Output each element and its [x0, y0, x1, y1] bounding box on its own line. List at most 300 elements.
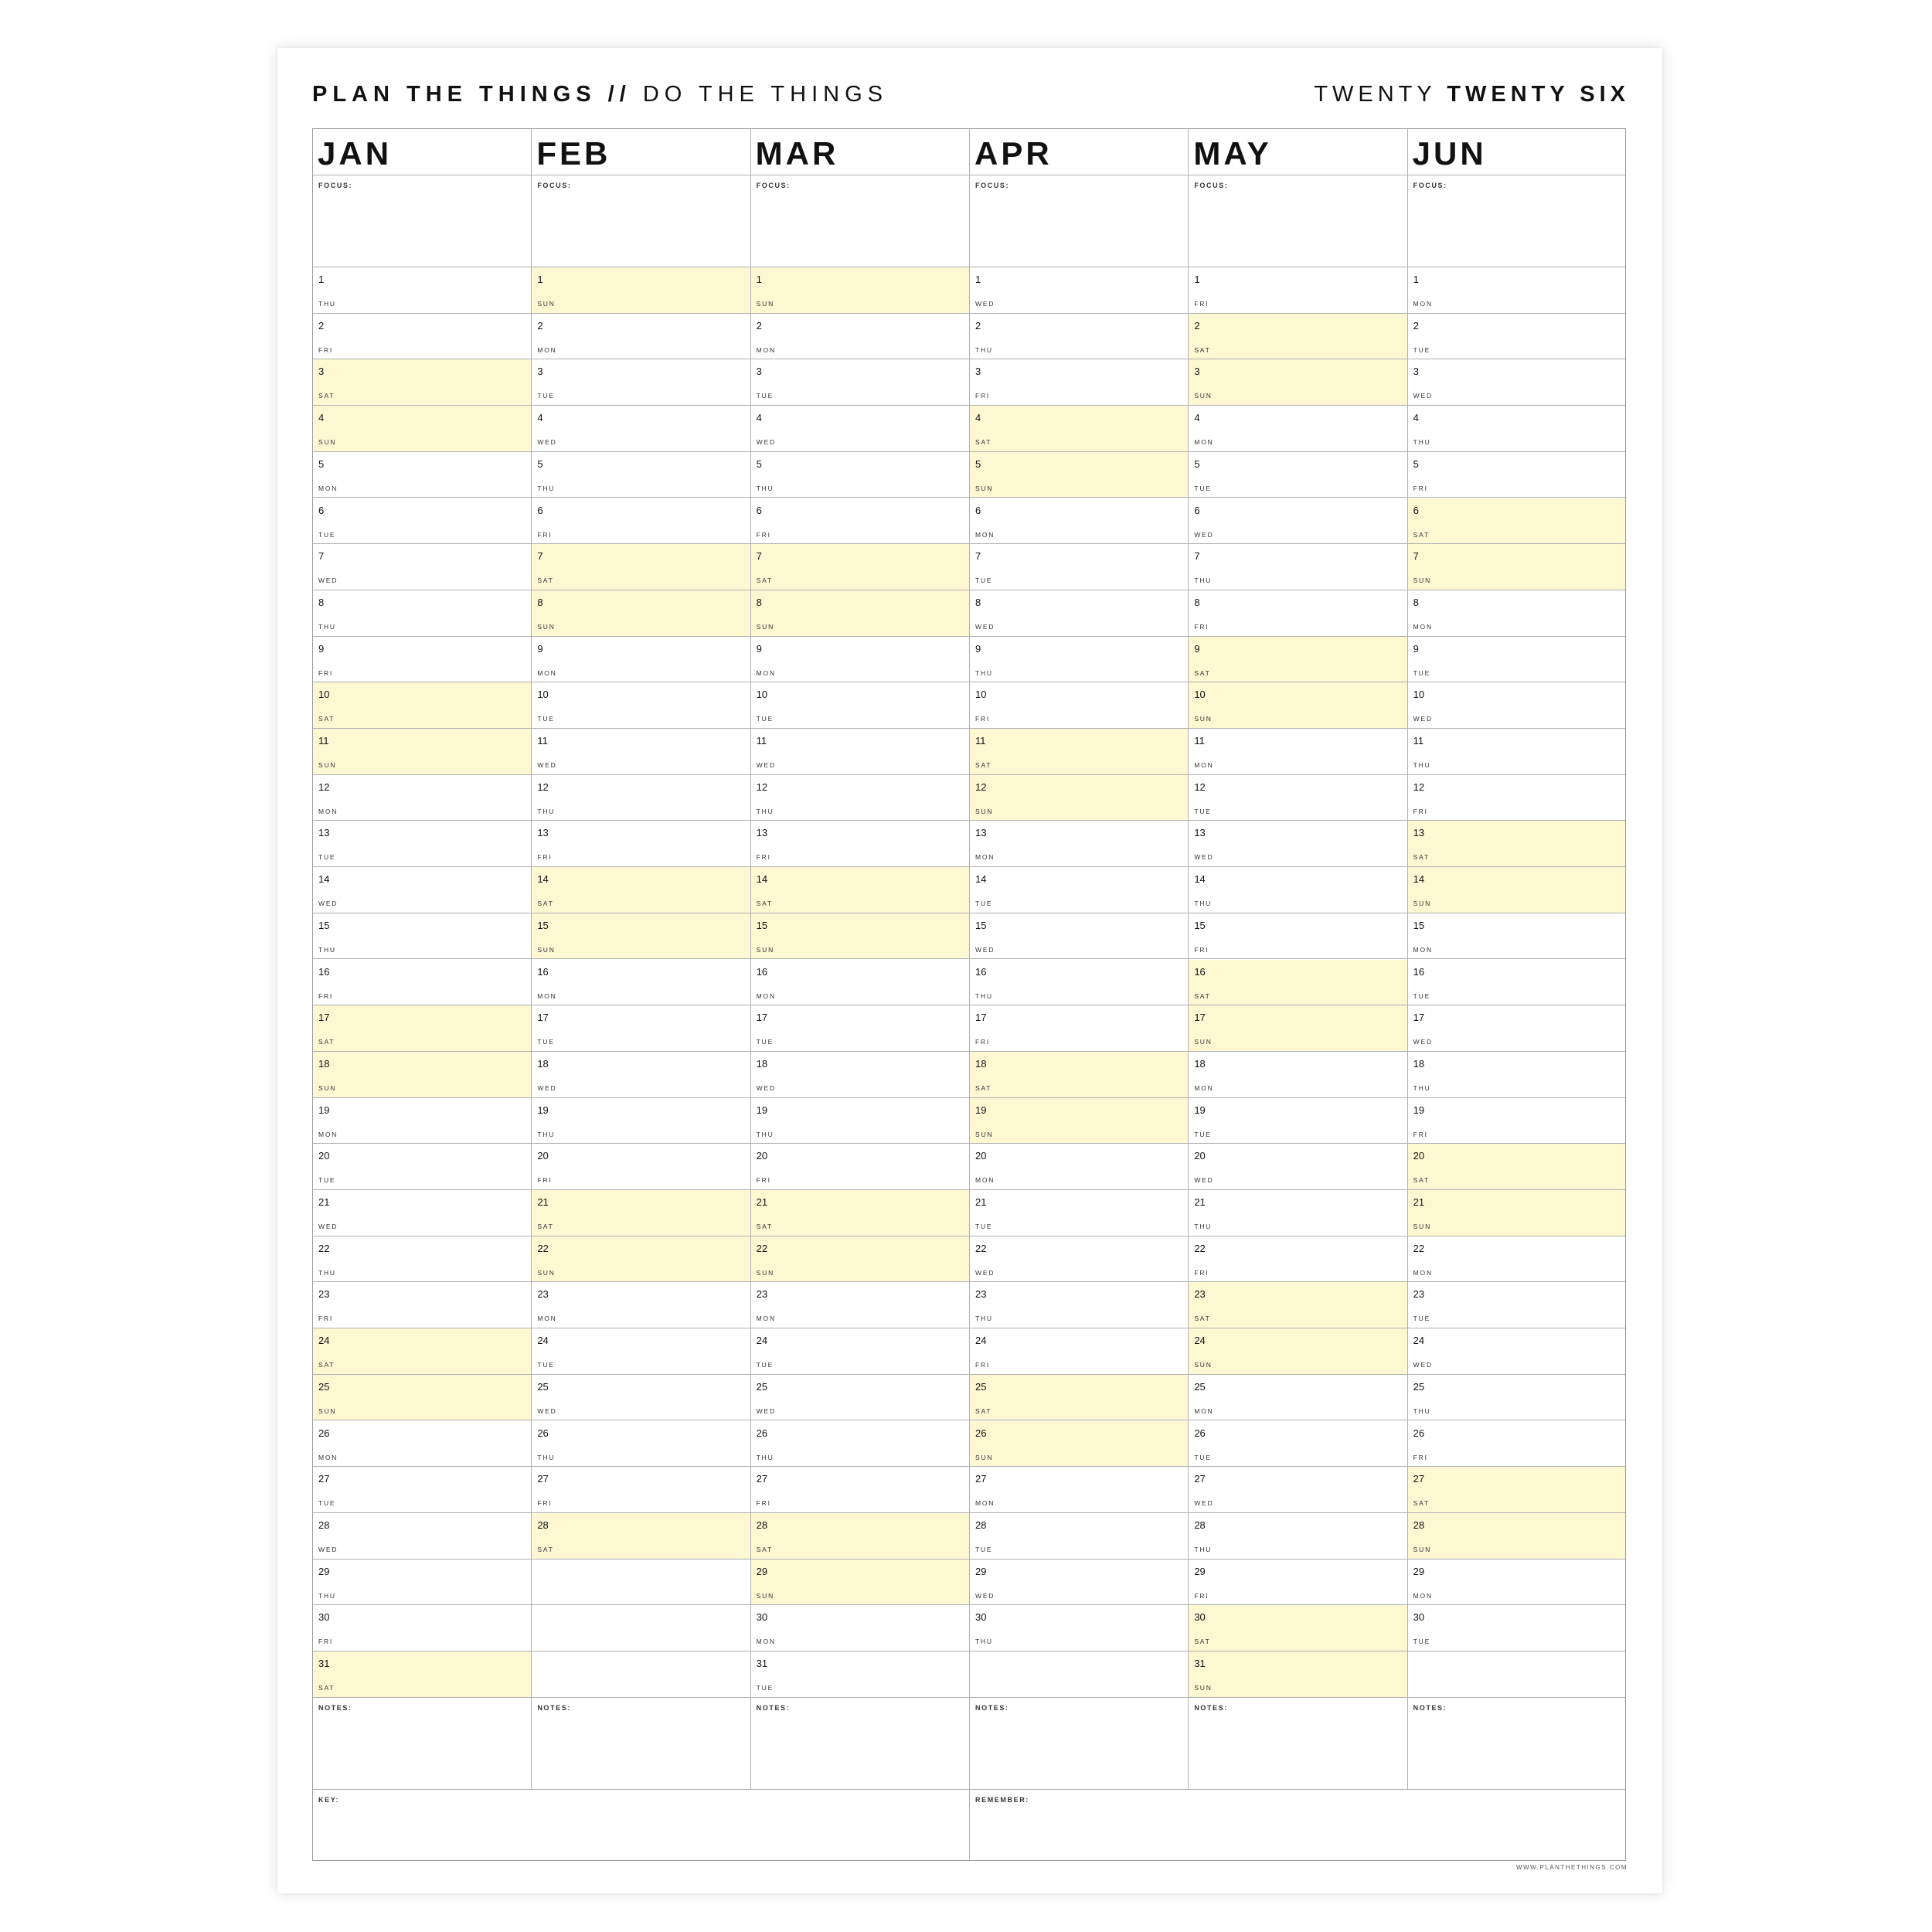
day-cell[interactable] [1408, 1328, 1626, 1375]
day-number: 12 [756, 781, 768, 793]
day-of-week: TUE [975, 1223, 993, 1230]
day-cell[interactable] [751, 1005, 969, 1052]
day-of-week: THU [975, 992, 993, 1000]
day-of-week: TUE [975, 900, 993, 908]
day-cell[interactable] [751, 1236, 969, 1283]
day-cell[interactable] [313, 637, 531, 683]
day-cell[interactable] [313, 1467, 531, 1513]
day-cell[interactable] [1189, 1005, 1406, 1052]
day-cell[interactable] [532, 821, 750, 867]
day-number: 15 [1413, 919, 1425, 931]
day-of-week: WED [1194, 1176, 1214, 1185]
day-number: 10 [1194, 689, 1206, 701]
day-cell[interactable] [313, 1513, 531, 1560]
day-cell[interactable] [313, 775, 531, 821]
day-of-week: TUE [318, 853, 336, 862]
notes-box[interactable] [970, 1698, 1188, 1790]
day-cell[interactable] [1408, 682, 1626, 729]
day-number: 19 [1194, 1104, 1206, 1116]
day-cell[interactable] [751, 1560, 969, 1606]
day-cell[interactable] [313, 1282, 531, 1328]
day-cell[interactable] [751, 913, 969, 960]
day-number: 6 [1194, 504, 1200, 516]
day-cell[interactable] [532, 544, 750, 590]
day-cell[interactable] [1189, 637, 1406, 683]
day-cell[interactable] [751, 1328, 969, 1375]
focus-box[interactable] [1189, 175, 1406, 267]
day-number: 15 [756, 919, 768, 931]
day-number: 11 [537, 735, 548, 747]
day-cell[interactable] [751, 1052, 969, 1098]
day-cell[interactable] [1189, 821, 1406, 867]
day-cell[interactable] [313, 406, 531, 452]
day-cell[interactable] [970, 729, 1188, 775]
day-cell[interactable] [313, 960, 531, 1006]
day-cell[interactable] [751, 406, 969, 452]
day-cell[interactable] [1189, 867, 1406, 913]
day-cell[interactable] [1189, 314, 1406, 360]
day-cell[interactable] [1189, 1513, 1406, 1560]
day-cell[interactable] [970, 590, 1188, 637]
empty-day-cell [532, 1651, 750, 1698]
day-cell[interactable] [1408, 1513, 1626, 1560]
focus-label: FOCUS: [537, 182, 572, 189]
day-cell[interactable] [751, 1282, 969, 1328]
day-of-week: FRI [318, 668, 334, 677]
day-cell[interactable] [1189, 359, 1406, 406]
day-cell[interactable] [313, 590, 531, 637]
day-cell[interactable] [970, 359, 1188, 406]
day-cell[interactable] [532, 1513, 750, 1560]
day-cell[interactable] [532, 913, 750, 960]
day-cell[interactable] [751, 1375, 969, 1421]
day-number: 30 [756, 1611, 768, 1624]
day-cell[interactable] [1408, 1560, 1626, 1606]
day-cell[interactable] [1189, 1651, 1406, 1698]
day-cell[interactable] [1189, 1421, 1406, 1468]
day-number: 17 [318, 1012, 330, 1024]
day-cell[interactable] [970, 1328, 1188, 1375]
day-cell[interactable] [1189, 1144, 1406, 1190]
day-cell[interactable] [1189, 913, 1406, 960]
day-cell[interactable] [1189, 775, 1406, 821]
day-of-week: WED [1194, 530, 1214, 539]
day-of-week: MON [1413, 622, 1433, 631]
day-number: 28 [537, 1519, 549, 1531]
notes-box[interactable] [532, 1698, 750, 1790]
day-cell[interactable] [970, 637, 1188, 683]
day-cell[interactable] [313, 1605, 531, 1651]
day-of-week: MON [756, 992, 776, 1000]
day-cell[interactable] [970, 314, 1188, 360]
day-cell[interactable] [970, 1236, 1188, 1283]
day-cell[interactable] [1408, 637, 1626, 683]
day-of-week: TUE [975, 577, 993, 585]
day-number: 3 [537, 366, 543, 378]
day-number: 3 [975, 366, 981, 378]
focus-label: FOCUS: [975, 182, 1010, 189]
day-cell[interactable] [1408, 544, 1626, 590]
day-cell[interactable] [532, 452, 750, 498]
day-cell[interactable] [970, 1513, 1188, 1560]
day-number: 30 [975, 1611, 987, 1624]
day-cell[interactable] [1408, 821, 1626, 867]
day-number: 18 [1194, 1057, 1206, 1070]
notes-box[interactable] [751, 1698, 969, 1790]
day-number: 9 [1413, 642, 1419, 655]
day-cell[interactable] [1189, 1282, 1406, 1328]
day-cell[interactable] [751, 1144, 969, 1190]
day-of-week: WED [756, 1406, 776, 1415]
day-of-week: FRI [537, 530, 553, 539]
day-cell[interactable] [751, 359, 969, 406]
day-cell[interactable] [532, 498, 750, 545]
month-column-may [1189, 129, 1407, 1790]
day-of-week: FRI [537, 853, 553, 862]
day-cell[interactable] [1189, 590, 1406, 637]
day-cell[interactable] [313, 1190, 531, 1236]
day-number: 14 [1413, 873, 1425, 886]
day-cell[interactable] [1189, 1605, 1406, 1651]
day-cell[interactable] [970, 1605, 1188, 1651]
key-box[interactable] [313, 1790, 970, 1861]
day-cell[interactable] [751, 314, 969, 360]
day-cell[interactable] [970, 498, 1188, 545]
day-cell[interactable] [751, 821, 969, 867]
day-cell[interactable] [751, 1513, 969, 1560]
day-cell[interactable] [532, 682, 750, 729]
day-cell[interactable] [751, 544, 969, 590]
day-cell[interactable] [313, 1052, 531, 1098]
day-cell[interactable] [313, 314, 531, 360]
day-cell[interactable] [313, 1098, 531, 1145]
day-number: 19 [975, 1104, 987, 1116]
empty-day-cell [532, 1560, 750, 1606]
day-cell[interactable] [532, 867, 750, 913]
day-of-week: SUN [1194, 1038, 1213, 1046]
day-of-week: TUE [1194, 1453, 1212, 1461]
day-of-week: WED [975, 1591, 995, 1600]
day-of-week: MON [318, 484, 338, 492]
month-column-jan [313, 129, 532, 1790]
day-of-week: THU [318, 945, 336, 954]
day-cell[interactable] [751, 1421, 969, 1468]
day-number: 3 [318, 366, 325, 378]
notes-box[interactable] [313, 1698, 531, 1790]
day-cell[interactable] [751, 498, 969, 545]
day-cell[interactable] [1408, 498, 1626, 545]
day-number: 29 [1413, 1565, 1425, 1577]
day-of-week: MON [1413, 1268, 1433, 1277]
day-cell[interactable] [1189, 452, 1406, 498]
day-of-week: FRI [1413, 484, 1428, 492]
day-cell[interactable] [1408, 729, 1626, 775]
day-cell[interactable] [970, 1467, 1188, 1513]
day-cell[interactable] [751, 267, 969, 314]
focus-box[interactable] [1408, 175, 1626, 267]
day-cell[interactable] [1189, 1190, 1406, 1236]
day-cell[interactable] [970, 1190, 1188, 1236]
day-cell[interactable] [313, 1375, 531, 1421]
day-number: 17 [1413, 1012, 1425, 1024]
day-of-week: THU [318, 300, 336, 308]
day-cell[interactable] [970, 1144, 1188, 1190]
day-number: 25 [1194, 1380, 1206, 1393]
day-cell[interactable] [751, 1651, 969, 1698]
day-of-week: MON [537, 345, 557, 354]
day-cell[interactable] [751, 775, 969, 821]
day-cell[interactable] [532, 1421, 750, 1468]
day-of-week: FRI [1413, 807, 1428, 815]
day-cell[interactable] [1408, 1144, 1626, 1190]
day-of-week: FRI [318, 1638, 334, 1646]
day-cell[interactable] [1408, 867, 1626, 913]
day-cell[interactable] [1189, 1328, 1406, 1375]
day-number: 21 [318, 1196, 330, 1208]
day-cell[interactable] [532, 359, 750, 406]
day-cell[interactable] [313, 682, 531, 729]
notes-box[interactable] [1189, 1698, 1406, 1790]
empty-day-cell [532, 1605, 750, 1651]
day-cell[interactable] [532, 1282, 750, 1328]
day-cell[interactable] [313, 1651, 531, 1698]
day-cell[interactable] [313, 867, 531, 913]
day-cell[interactable] [1408, 1421, 1626, 1468]
day-of-week: SUN [756, 945, 775, 954]
day-cell[interactable] [751, 960, 969, 1006]
day-cell[interactable] [313, 267, 531, 314]
day-cell[interactable] [970, 1282, 1188, 1328]
day-cell[interactable] [1408, 1098, 1626, 1145]
day-cell[interactable] [970, 867, 1188, 913]
day-cell[interactable] [751, 1467, 969, 1513]
day-cell[interactable] [313, 359, 531, 406]
day-cell[interactable] [532, 1098, 750, 1145]
day-cell[interactable] [1408, 1005, 1626, 1052]
day-of-week: THU [1194, 900, 1213, 908]
day-of-week: MON [1413, 945, 1433, 954]
remember-box[interactable] [970, 1790, 1626, 1861]
day-cell[interactable] [1408, 406, 1626, 452]
day-cell[interactable] [1189, 682, 1406, 729]
day-number: 9 [318, 642, 325, 655]
day-number: 22 [756, 1242, 768, 1254]
day-number: 5 [318, 457, 325, 470]
focus-box[interactable] [532, 175, 750, 267]
day-cell[interactable] [751, 1098, 969, 1145]
day-cell[interactable] [970, 821, 1188, 867]
day-of-week: FRI [1194, 300, 1209, 308]
day-number: 19 [318, 1104, 330, 1116]
day-of-week: FRI [975, 1361, 991, 1369]
day-cell[interactable] [970, 267, 1188, 314]
day-of-week: MON [975, 530, 995, 539]
day-of-week: SUN [975, 807, 994, 815]
day-cell[interactable] [970, 1005, 1188, 1052]
day-number: 5 [1413, 457, 1419, 470]
focus-label: FOCUS: [1194, 182, 1229, 189]
day-cell[interactable] [751, 590, 969, 637]
day-cell[interactable] [313, 729, 531, 775]
day-cell[interactable] [313, 452, 531, 498]
day-of-week: THU [318, 622, 336, 631]
day-of-week: TUE [1413, 1638, 1431, 1646]
day-cell[interactable] [1408, 1052, 1626, 1098]
day-number: 21 [1413, 1196, 1425, 1208]
day-cell[interactable] [1408, 359, 1626, 406]
day-cell[interactable] [313, 1005, 531, 1052]
day-cell[interactable] [1189, 1098, 1406, 1145]
focus-box[interactable] [970, 175, 1188, 267]
day-cell[interactable] [532, 1375, 750, 1421]
day-cell[interactable] [313, 821, 531, 867]
day-cell[interactable] [313, 498, 531, 545]
day-cell[interactable] [1408, 452, 1626, 498]
day-cell[interactable] [532, 1467, 750, 1513]
day-number: 19 [537, 1104, 549, 1116]
day-cell[interactable] [313, 1421, 531, 1468]
day-cell[interactable] [532, 729, 750, 775]
day-cell[interactable] [970, 913, 1188, 960]
day-cell[interactable] [970, 1052, 1188, 1098]
day-of-week: THU [537, 1453, 556, 1461]
day-cell[interactable] [1408, 590, 1626, 637]
day-number: 31 [1194, 1658, 1206, 1669]
day-of-week: SAT [537, 900, 554, 908]
notes-label: NOTES: [318, 1704, 352, 1712]
day-of-week: MON [975, 853, 995, 862]
day-cell[interactable] [1189, 1236, 1406, 1283]
focus-box[interactable] [313, 175, 531, 267]
day-cell[interactable] [1408, 1467, 1626, 1513]
day-cell[interactable] [1408, 960, 1626, 1006]
day-number: 2 [975, 319, 981, 332]
day-cell[interactable] [1189, 729, 1406, 775]
day-number: 20 [756, 1150, 768, 1162]
day-of-week: TUE [1413, 1315, 1431, 1323]
day-cell[interactable] [313, 1328, 531, 1375]
day-cell[interactable] [970, 452, 1188, 498]
day-cell[interactable] [313, 1560, 531, 1606]
day-of-week: FRI [756, 853, 771, 862]
day-cell[interactable] [532, 637, 750, 683]
day-number: 11 [318, 735, 329, 747]
day-cell[interactable] [1408, 267, 1626, 314]
day-number: 30 [318, 1611, 330, 1624]
day-cell[interactable] [532, 775, 750, 821]
day-of-week: FRI [975, 392, 991, 400]
day-cell[interactable] [1408, 1605, 1626, 1651]
day-cell[interactable] [970, 775, 1188, 821]
day-number: 16 [975, 965, 987, 978]
day-cell[interactable] [751, 729, 969, 775]
day-number: 12 [537, 781, 549, 793]
day-cell[interactable] [532, 1236, 750, 1283]
day-cell[interactable] [532, 1144, 750, 1190]
day-cell[interactable] [1189, 1467, 1406, 1513]
day-cell[interactable] [751, 452, 969, 498]
day-cell[interactable] [751, 867, 969, 913]
day-cell[interactable] [970, 406, 1188, 452]
day-cell[interactable] [751, 1190, 969, 1236]
day-cell[interactable] [1408, 1375, 1626, 1421]
day-cell[interactable] [970, 682, 1188, 729]
day-cell[interactable] [1189, 267, 1406, 314]
day-of-week: THU [756, 484, 774, 492]
day-cell[interactable] [1408, 1282, 1626, 1328]
day-cell[interactable] [532, 1005, 750, 1052]
day-of-week: SAT [975, 1406, 992, 1415]
day-cell[interactable] [313, 1144, 531, 1190]
notes-box[interactable] [1408, 1698, 1626, 1790]
day-cell[interactable] [532, 267, 750, 314]
day-number: 8 [537, 596, 543, 608]
day-cell[interactable] [970, 960, 1188, 1006]
day-of-week: TUE [537, 1361, 555, 1369]
day-cell[interactable] [1189, 960, 1406, 1006]
day-cell[interactable] [751, 1605, 969, 1651]
day-cell[interactable] [1408, 913, 1626, 960]
day-number: 22 [537, 1242, 549, 1254]
day-cell[interactable] [532, 960, 750, 1006]
day-number: 11 [756, 735, 767, 747]
day-number: 27 [1413, 1473, 1425, 1485]
calendar-grid [312, 128, 1626, 1861]
day-number: 7 [537, 550, 543, 563]
day-cell[interactable] [970, 1375, 1188, 1421]
day-cell[interactable] [1408, 1190, 1626, 1236]
day-of-week: SAT [1194, 992, 1211, 1000]
day-cell[interactable] [1189, 544, 1406, 590]
day-number: 14 [537, 873, 549, 886]
day-of-week: THU [1194, 1545, 1213, 1553]
day-number: 26 [318, 1427, 330, 1439]
day-cell[interactable] [970, 1560, 1188, 1606]
day-cell[interactable] [1408, 775, 1626, 821]
day-cell[interactable] [313, 913, 531, 960]
day-cell[interactable] [1189, 1052, 1406, 1098]
day-cell[interactable] [532, 314, 750, 360]
day-cell[interactable] [970, 1098, 1188, 1145]
notes-label: NOTES: [975, 1704, 1009, 1712]
day-number: 15 [975, 919, 987, 931]
day-cell[interactable] [532, 590, 750, 637]
day-of-week: SUN [756, 300, 775, 308]
day-cell[interactable] [970, 1421, 1188, 1468]
day-cell[interactable] [1408, 314, 1626, 360]
day-number: 7 [756, 550, 762, 563]
day-number: 16 [1194, 965, 1206, 978]
day-number: 14 [756, 873, 768, 886]
day-cell[interactable] [970, 544, 1188, 590]
day-of-week: SAT [1413, 530, 1430, 539]
focus-box[interactable] [751, 175, 969, 267]
day-cell[interactable] [532, 1052, 750, 1098]
day-cell[interactable] [1189, 406, 1406, 452]
day-cell[interactable] [1189, 1375, 1406, 1421]
day-cell[interactable] [313, 544, 531, 590]
day-cell[interactable] [532, 406, 750, 452]
day-number: 24 [1194, 1335, 1206, 1347]
day-cell[interactable] [751, 682, 969, 729]
day-cell[interactable] [313, 1236, 531, 1283]
day-cell[interactable] [1189, 1560, 1406, 1606]
day-cell[interactable] [532, 1328, 750, 1375]
day-cell[interactable] [751, 637, 969, 683]
day-cell[interactable] [532, 1190, 750, 1236]
day-cell[interactable] [1189, 498, 1406, 545]
day-cell[interactable] [1408, 1236, 1626, 1283]
